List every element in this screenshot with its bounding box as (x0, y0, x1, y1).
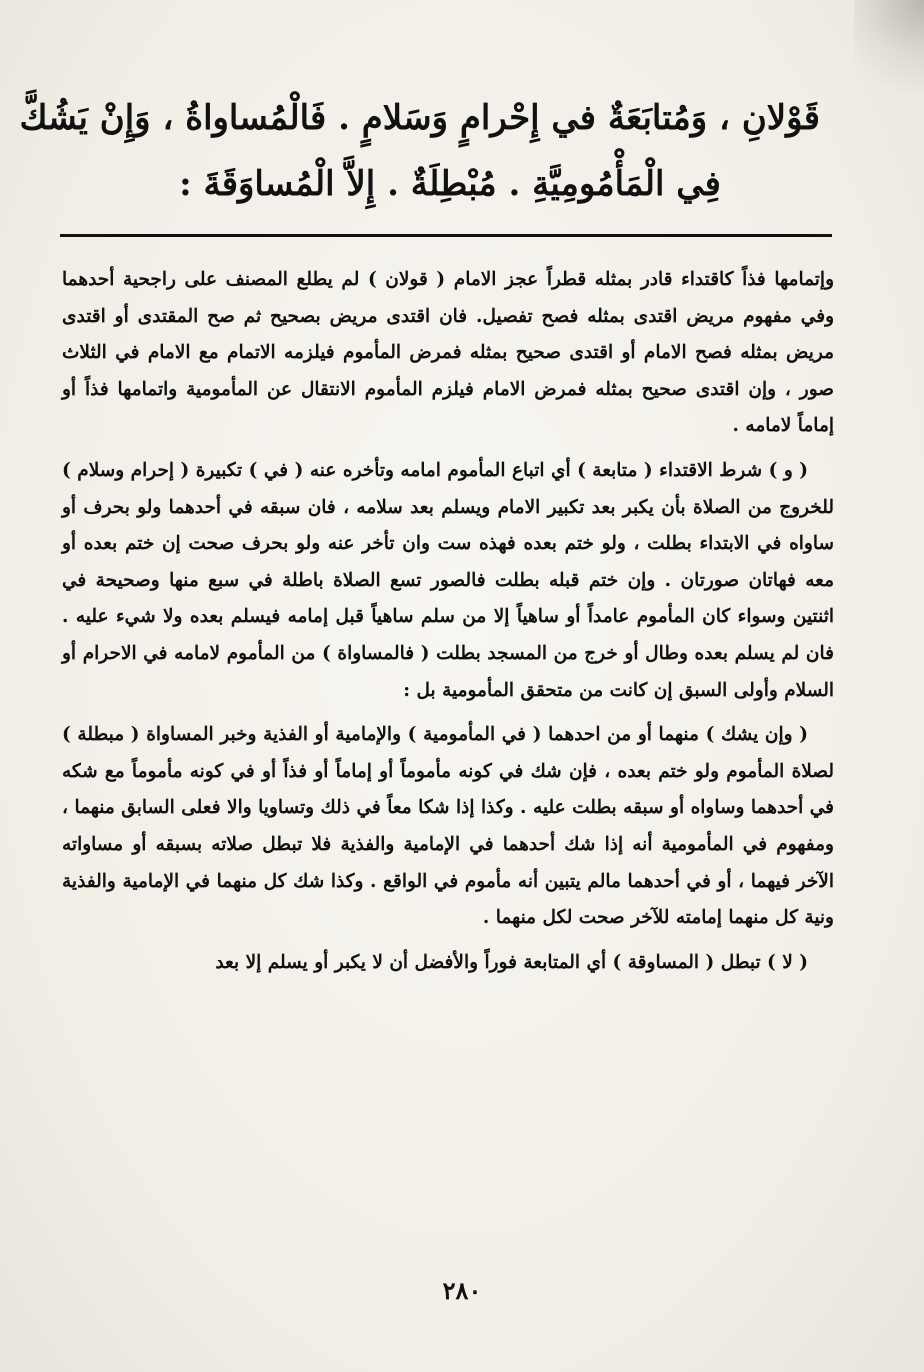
verse-line-1: قَوْلانِ ، وَمُتابَعَةٌ في إِحْرامٍ وَسَلامٍ . فَالْمُساواةُ ، وَإِنْ يَشُكَّ (19, 98, 820, 138)
scan-corner-shading (854, 0, 924, 110)
commentary-paragraph-3: ( وإن يشك ) منهما أو من احدهما ( في المأمومية ) والإمامية أو الفذية وخبر المساواة ( مبطلة ) لصلاة المأموم ولو ختم بعده ، فإن شك في كونه مأموماً أو إماماً أو فذاً أو في كونه مأموماً مع شكه في أحدهما وساواه أو سبقه بطلت عليه . وكذا إذا شكا معاً في ذلك وتساويا والا فعلى السابق منهما ، ومفهوم في المأمومية أنه إذا شك أحدهما في الإمامية والفذية فلا تبطل صلاته بسبقه أو مساواته الآخر فيهما ، أو في أحدهما مالم يتبين أنه مأموم في الواقع . وكذا شك كل منهما في الإمامية والفذية ونية كل منهما إمامته للآخر صحت لكل منهما . (62, 724, 834, 929)
page-number: ٢٨٠ (442, 1276, 482, 1305)
commentary-text (62, 262, 834, 989)
commentary-paragraph-1: وإتمامها فذاً كاقتداء قادر بمثله قطراً عجز الامام ( قولان ) لم يطلع المصنف على راجحية أحدهما وفي مفهوم مريض اقتدى بمثله فصح تفصيل. فان اقتدى مريض بصحيح ثم صح المقتدى أو اقتدى مريض بمثله فصح الامام أو اقتدى صحيح بمثله فمرض المأموم فيلزمه الاتمام مع الامام في الثلاث صور ، وإن اقتدى صحيح بمثله فمرض الامام فيلزم المأموم الانتقال عن المأمومية واتمامها فذاً أو إماماً لامامه . (62, 269, 834, 437)
commentary-paragraph-2: ( و ) شرط الاقتداء ( متابعة ) أي اتباع المأموم امامه وتأخره عنه ( في ) تكبيرة ( إحرام وسلام ) للخروج من الصلاة بأن يكبر بعد تكبير الامام ويسلم بعد سلامه ، فان سبقه في أحدهما ولو بحرف أو ساواه في الابتداء بطلت ، ولو ختم بعده فهذه ست وان تأخر عنه ولو بحرف صحت إن ختم بعده أو معه فهاتان صورتان . وإن ختم قبله بطلت فالصور تسع الصلاة باطلة في سبع منها وصحيحة في اثنتين وسواء كان المأموم عامداً أو ساهياً إلا من سلم ساهياً قبل إمامه فيسلم بعده ولا شيء عليه . فان لم يسلم بعده وطال أو خرج من المسجد بطلت ( فالمساواة ) من المأموم لامامه في الاحرام أو السلام وأولى السبق إن كانت من متحقق المأمومية بل : (62, 459, 834, 701)
commentary-paragraph-4: ( لا ) تبطل ( المساوقة ) أي المتابعة فوراً والأفضل أن لا يكبر أو يسلم إلا بعد (215, 951, 808, 973)
section-divider (60, 234, 832, 237)
verse-line-2: فِي الْمَأْمُومِيَّةِ . مُبْطِلَةٌ . إِلاَّ الْمُساوَقَةَ : (179, 164, 721, 204)
